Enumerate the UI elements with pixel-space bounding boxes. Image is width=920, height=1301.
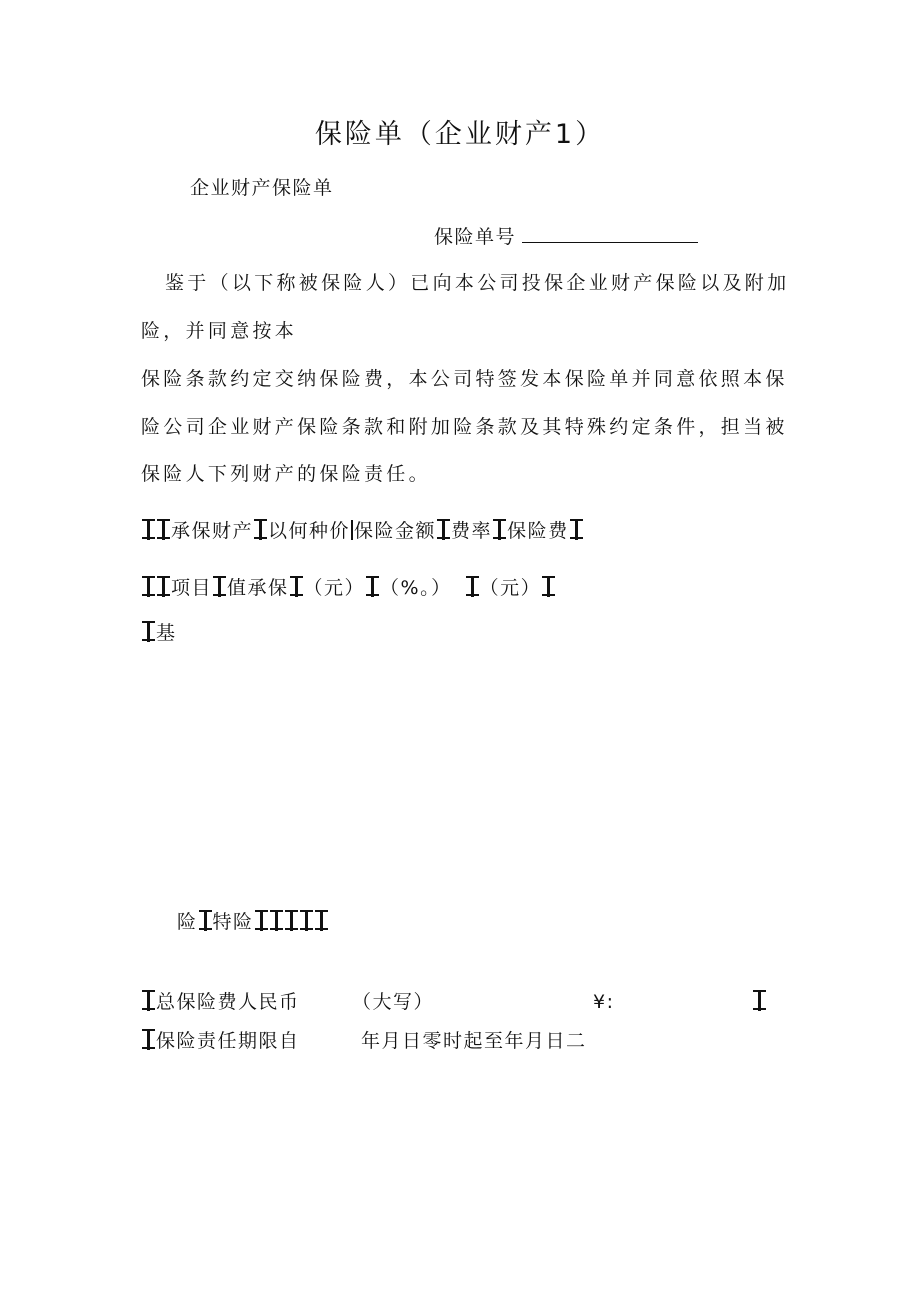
table-border-icon	[570, 519, 583, 541]
table-border-icon	[315, 910, 328, 932]
table-border-icon	[199, 910, 212, 932]
header-item: 项目	[171, 577, 213, 599]
document-subtitle: 企业财产保险单	[190, 177, 334, 199]
table-border-icon	[213, 576, 226, 598]
header-insured-property: 承保财产	[171, 520, 254, 542]
header-premium: 保险费	[507, 520, 569, 542]
table-header-row-1	[141, 519, 584, 543]
header-value-basis: 值承保	[227, 577, 289, 599]
table-border-icon	[466, 576, 479, 598]
special-risk-left-label: 险	[177, 911, 198, 933]
header-valuation-basis: 以何种价	[268, 520, 351, 542]
table-border-icon	[142, 621, 155, 643]
table-border-icon	[254, 519, 267, 541]
total-premium-row	[141, 990, 300, 1014]
header-amount-unit: （元）	[303, 577, 366, 599]
table-border-icon	[753, 990, 766, 1012]
insurance-period-label: 保险责任期限自	[156, 1030, 300, 1052]
table-border-icon	[270, 910, 283, 932]
body-line-3: 保险条款约定交纳保险费，本公司特签发本保险单并同意依照本保	[141, 368, 788, 390]
table-border-icon	[142, 1029, 155, 1051]
total-premium-daxie: （大写）	[352, 991, 435, 1013]
insurance-period-range: 年月日零时起至年月日二	[361, 1030, 587, 1052]
table-header-row-2	[141, 576, 556, 600]
total-premium-yen: ¥:	[593, 991, 615, 1013]
header-rate-unit: （%。）	[380, 577, 452, 599]
special-risk-label: 特险	[212, 911, 254, 933]
total-premium-row-end	[752, 990, 767, 1014]
header-sum-insured: 保险金额	[354, 520, 437, 542]
table-border-icon	[142, 990, 155, 1012]
table-border-icon	[255, 910, 268, 932]
table-border-icon	[142, 519, 155, 541]
table-border-icon	[142, 576, 155, 598]
insurance-period-row	[141, 1029, 300, 1053]
policy-number-label: 保险单号	[434, 226, 517, 248]
total-premium-label: 总保险费人民币	[156, 991, 300, 1013]
body-line-1: 鉴于（以下称被保险人）已向本公司投保企业财产保险以及附加	[165, 272, 790, 294]
table-border-icon	[493, 519, 506, 541]
header-rate: 费率	[451, 520, 493, 542]
page-title: 保险单（企业财产1）	[314, 119, 606, 150]
table-cell-base: 基	[156, 622, 177, 644]
policy-number-row	[434, 224, 698, 249]
table-border-icon	[157, 519, 170, 541]
table-border-icon	[542, 576, 555, 598]
table-border-icon	[285, 910, 298, 932]
body-line-2: 险，并同意按本	[141, 320, 298, 342]
header-premium-unit: （元）	[479, 577, 542, 599]
body-line-5: 保险人下列财产的保险责任。	[141, 463, 431, 485]
table-row	[141, 621, 177, 645]
table-border-icon	[157, 576, 170, 598]
body-line-4: 险公司企业财产保险条款和附加险条款及其特殊约定条件，担当被	[141, 416, 788, 438]
table-border-icon	[300, 910, 313, 932]
special-risk-row	[177, 910, 329, 934]
table-border-icon	[351, 520, 353, 540]
table-border-icon	[437, 519, 450, 541]
policy-number-field[interactable]	[522, 224, 698, 243]
table-border-icon	[290, 576, 303, 598]
table-border-icon	[366, 576, 379, 598]
